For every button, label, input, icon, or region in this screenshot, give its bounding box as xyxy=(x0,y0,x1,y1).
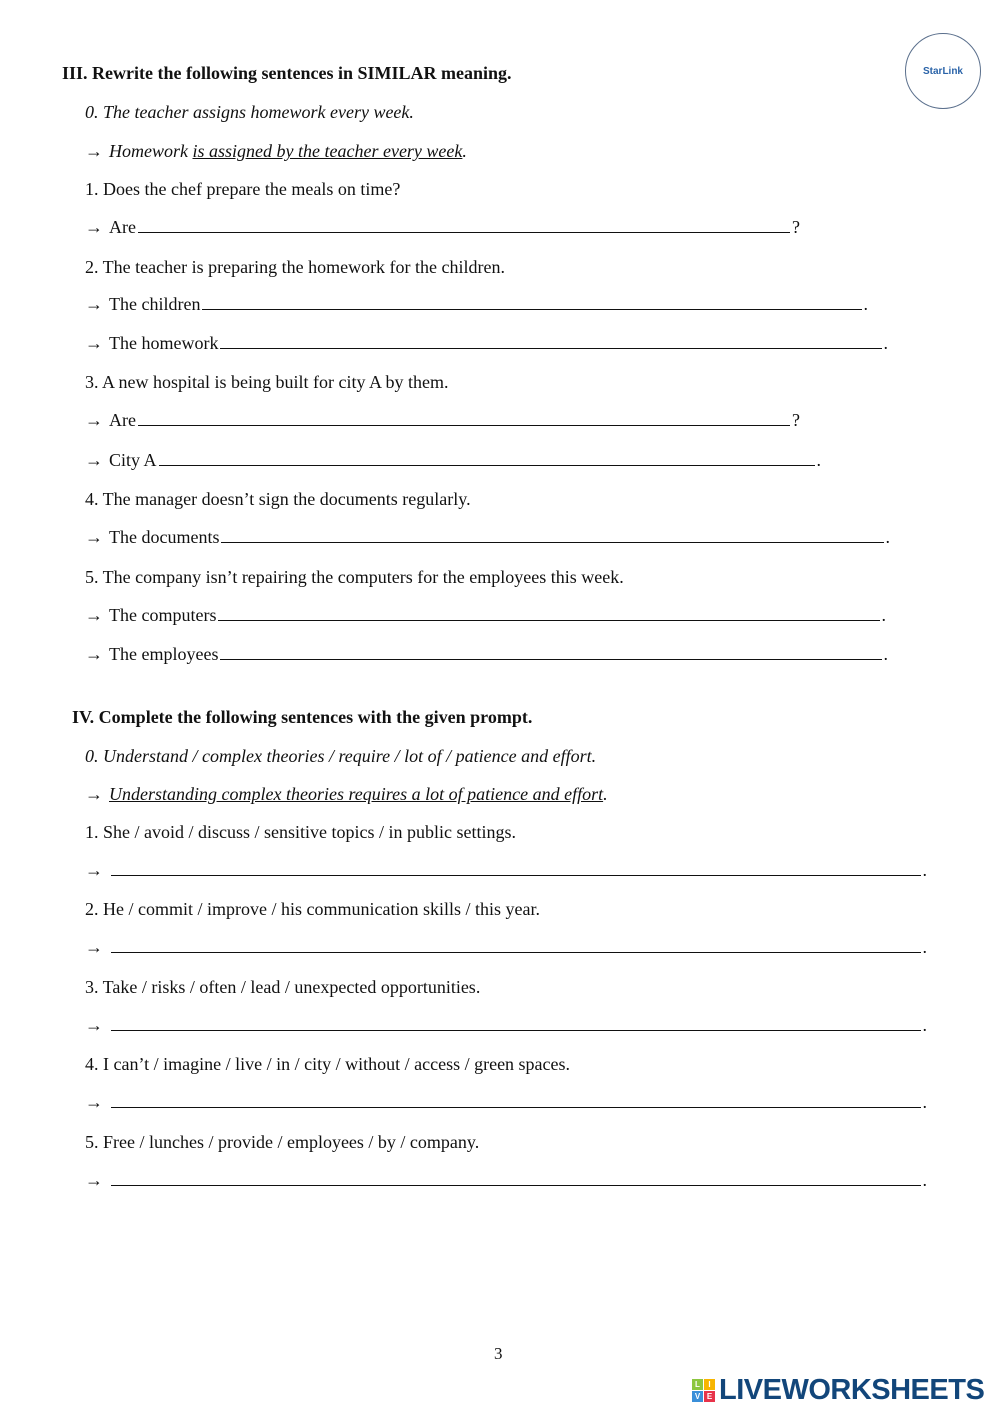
answer-line xyxy=(85,1169,927,1191)
answer-line xyxy=(85,643,888,665)
answer-blank[interactable] xyxy=(138,218,790,233)
answer-blank[interactable] xyxy=(111,938,921,953)
page-number: 3 xyxy=(494,1344,503,1363)
answer-blank[interactable] xyxy=(221,528,883,543)
section-3-title: III. Rewrite the following sentences in SIMILAR meaning. xyxy=(62,63,512,83)
arrow-icon: → xyxy=(85,860,103,880)
logo-text: StarLink xyxy=(922,65,963,77)
arrow-icon: → xyxy=(85,294,103,314)
answer-start: City A xyxy=(109,450,157,470)
answer-end: . xyxy=(922,1015,927,1035)
example-answer xyxy=(85,783,608,805)
answer-end: . xyxy=(922,937,927,957)
example-answer xyxy=(85,140,467,162)
answer-line xyxy=(85,293,868,315)
answer-line xyxy=(85,936,927,958)
question-prompt: 1. Does the chef prepare the meals on time? xyxy=(85,179,401,199)
answer-end: ? xyxy=(792,217,800,237)
answer-blank[interactable] xyxy=(111,1171,921,1186)
answer-start: Are xyxy=(109,410,136,430)
answer-line xyxy=(85,859,927,881)
arrow-icon: → xyxy=(85,527,103,547)
arrow-icon: → xyxy=(85,1092,103,1112)
answer-end: . xyxy=(462,141,467,161)
answer-start: The children xyxy=(109,294,201,314)
arrow-icon: → xyxy=(85,450,103,470)
question-prompt: 5. The company isn’t repairing the computers for the employees this week. xyxy=(85,567,624,587)
arrow-icon: → xyxy=(85,1015,103,1035)
tile: E xyxy=(704,1391,715,1402)
answer-start: The documents xyxy=(109,527,220,547)
answer-blank[interactable] xyxy=(202,295,861,310)
section-4-title: IV. Complete the following sentences with the given prompt. xyxy=(72,707,533,727)
answer-blank[interactable] xyxy=(159,451,815,466)
example-prompt: 0. The teacher assigns homework every week. xyxy=(85,102,414,122)
answer-blank[interactable] xyxy=(218,606,879,621)
tile: I xyxy=(704,1379,715,1390)
answer-end: . xyxy=(883,644,888,664)
answer-line xyxy=(85,332,888,354)
question-prompt: 3. Take / risks / often / lead / unexpected opportunities. xyxy=(85,977,481,997)
example-prompt: 0. Understand / complex theories / require / lot of / patience and effort. xyxy=(85,746,597,766)
answer-end: . xyxy=(603,784,608,804)
question-prompt: 5. Free / lunches / provide / employees / by / company. xyxy=(85,1132,480,1152)
arrow-icon: → xyxy=(85,937,103,957)
answer-start: The computers xyxy=(109,605,217,625)
answer-line xyxy=(85,449,821,471)
answer-underlined: Understanding complex theories requires a lot of patience and effort xyxy=(109,784,604,804)
answer-end: . xyxy=(885,527,890,547)
answer-end: . xyxy=(881,605,886,625)
answer-blank[interactable] xyxy=(220,334,881,349)
question-prompt: 2. He / commit / improve / his communication skills / this year. xyxy=(85,899,540,919)
answer-end: . xyxy=(922,1092,927,1112)
starlink-logo xyxy=(905,33,981,109)
arrow-icon: → xyxy=(85,141,103,161)
liveworksheets-logo xyxy=(692,1374,984,1407)
answer-end: . xyxy=(863,294,868,314)
answer-line xyxy=(85,1091,927,1113)
answer-blank[interactable] xyxy=(111,1093,921,1108)
arrow-icon: → xyxy=(85,333,103,353)
answer-line xyxy=(85,604,886,626)
answer-underlined: is assigned by the teacher every week xyxy=(192,141,463,161)
answer-line xyxy=(85,526,890,548)
arrow-icon: → xyxy=(85,410,103,430)
question-prompt: 4. The manager doesn’t sign the documents regularly. xyxy=(85,489,471,509)
arrow-icon: → xyxy=(85,644,103,664)
answer-end: ? xyxy=(792,410,800,430)
answer-blank[interactable] xyxy=(111,861,921,876)
question-prompt: 2. The teacher is preparing the homework for the children. xyxy=(85,257,506,277)
arrow-icon: → xyxy=(85,784,103,804)
answer-start: The employees xyxy=(109,644,219,664)
answer-blank[interactable] xyxy=(138,411,790,426)
answer-start: Are xyxy=(109,217,136,237)
answer-start: The homework xyxy=(109,333,219,353)
tile: V xyxy=(692,1391,703,1402)
answer-line xyxy=(85,216,800,238)
answer-end: . xyxy=(922,860,927,880)
tile: L xyxy=(692,1379,703,1390)
answer-end: . xyxy=(922,1170,927,1190)
answer-start: Homework xyxy=(109,141,188,161)
answer-blank[interactable] xyxy=(111,1016,921,1031)
live-tiles-icon xyxy=(692,1379,715,1402)
arrow-icon: → xyxy=(85,217,103,237)
question-prompt: 4. I can’t / imagine / live / in / city / without / access / green spaces. xyxy=(85,1054,571,1074)
answer-end: . xyxy=(816,450,821,470)
question-prompt: 3. A new hospital is being built for city A by them. xyxy=(85,372,449,392)
brand-text: LIVEWORKSHEETS xyxy=(719,1374,985,1406)
arrow-icon: → xyxy=(85,1170,103,1190)
answer-line xyxy=(85,409,800,431)
answer-end: . xyxy=(883,333,888,353)
answer-blank[interactable] xyxy=(220,645,881,660)
answer-line xyxy=(85,1014,927,1036)
arrow-icon: → xyxy=(85,605,103,625)
question-prompt: 1. She / avoid / discuss / sensitive topics / in public settings. xyxy=(85,822,516,842)
